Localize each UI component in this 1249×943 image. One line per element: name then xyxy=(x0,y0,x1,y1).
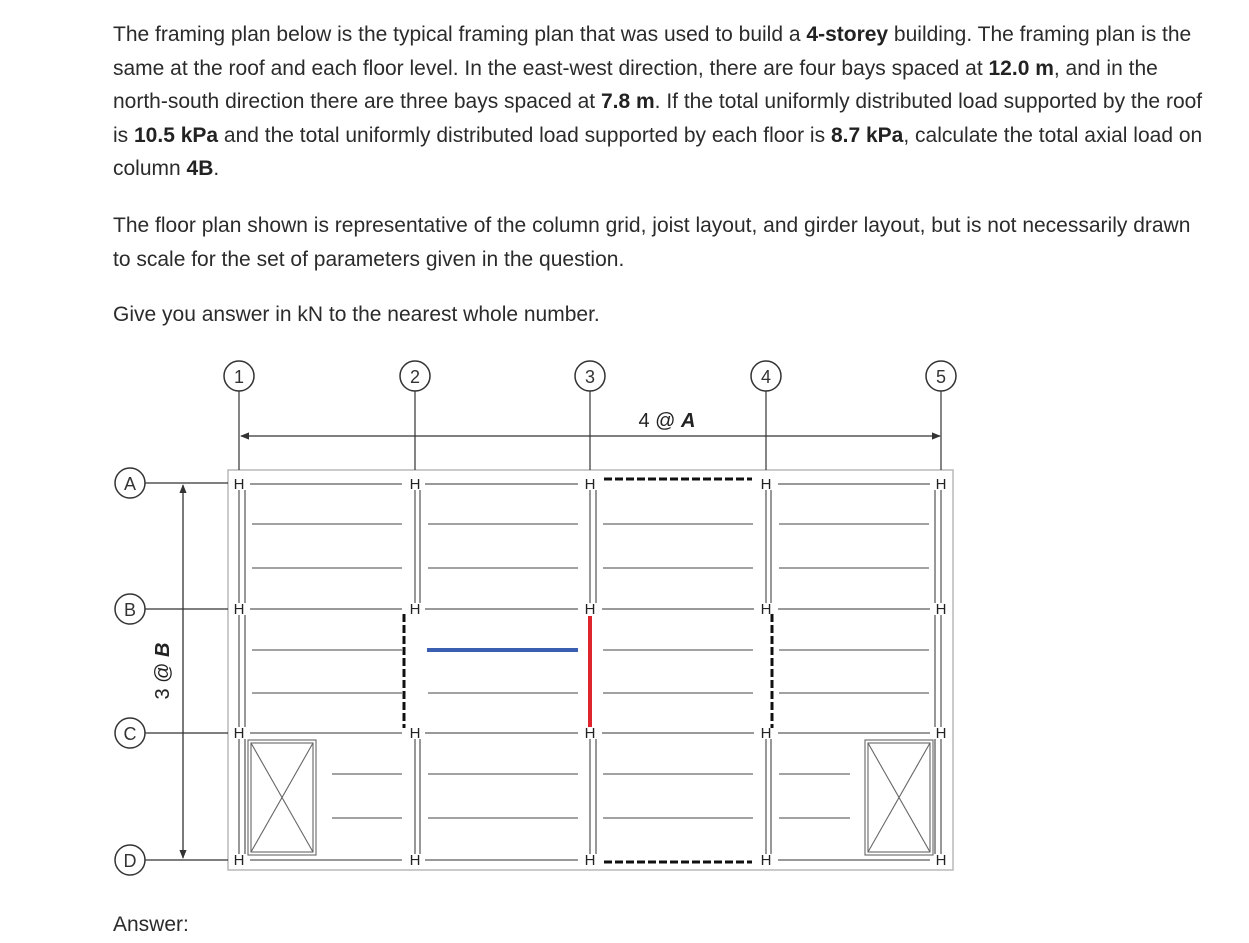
grid-label-4: 4 xyxy=(760,367,772,387)
grid-bubble-2 xyxy=(400,361,430,391)
grid-bubble-4 xyxy=(751,361,781,391)
column-3B: H xyxy=(584,601,596,618)
floor-load-value: 8.7 kPa xyxy=(830,123,904,147)
column-5C: H xyxy=(935,725,947,742)
column-id-value: 4B xyxy=(186,157,214,180)
column-1D: H xyxy=(233,852,245,869)
column-3A: H xyxy=(584,476,596,493)
problem-paragraph-2: The floor plan shown is representative of the column grid, joist layout, and girder layout, but is not necessarily drawn to scale for the set of parameters given in the question. xyxy=(113,214,1191,271)
grid-bubble-A xyxy=(115,468,145,498)
grid-bubble-5 xyxy=(926,361,956,391)
grid-bubble-B xyxy=(115,594,145,624)
column-4A: H xyxy=(760,476,772,493)
column-5D: H xyxy=(935,852,947,869)
column-4B: H xyxy=(760,601,772,618)
grid-label-5: 5 xyxy=(935,367,947,387)
ew-spacing-value: 12.0 m xyxy=(988,56,1054,80)
row-grid-bubbles xyxy=(115,468,145,875)
grid-label-2: 2 xyxy=(409,367,421,387)
column-2C: H xyxy=(409,725,421,742)
grid-label-B: B xyxy=(123,600,137,620)
column-4D: H xyxy=(760,852,772,869)
answer-label: Answer: xyxy=(113,913,189,936)
opening-left xyxy=(248,740,316,855)
storeys-value: 4-storey xyxy=(806,23,889,46)
problem-paragraph-3: Give you answer in kN to the nearest whole number. xyxy=(113,303,600,326)
grid-label-1: 1 xyxy=(233,367,245,387)
roof-load-value: 10.5 kPa xyxy=(134,123,219,147)
column-1A: H xyxy=(233,476,245,493)
column-5B: H xyxy=(935,601,947,618)
grid-bubble-1 xyxy=(224,361,254,391)
column-5A: H xyxy=(935,476,947,493)
grid-bubble-3 xyxy=(575,361,605,391)
grid-label-A: A xyxy=(123,474,137,494)
column-3C: H xyxy=(584,725,596,742)
column-2A: H xyxy=(409,476,421,493)
grid-bubble-C xyxy=(115,718,145,748)
column-4C: H xyxy=(760,725,772,742)
ew-dimension-label: 4 @ A xyxy=(638,410,696,432)
framing-plan xyxy=(0,350,1249,910)
column-3D: H xyxy=(584,852,596,869)
column-2D: H xyxy=(409,852,421,869)
problem-paragraph-1: The framing plan below is the typical framing plan that was used to build a 4-storey building. The framing plan is the same at the roof and each floor level. In the east-west direction, there are four bays spaced at 12.0 m, and in the north-south direction there are three bays spaced at 7.8 m. If the total uniformly distributed load supported by the roof is 10.5 kPa and the total uniformly distributed load supported by each floor is 8.7 kPa, calculate the total axial load on column 4B. xyxy=(113,23,1203,180)
column-1B: H xyxy=(233,601,245,618)
column-1C: H xyxy=(233,725,245,742)
grid-label-D: D xyxy=(123,851,137,871)
column-grid-bubbles xyxy=(224,361,956,391)
column-2B: H xyxy=(409,601,421,618)
ns-spacing-value: 7.8 m xyxy=(600,90,655,113)
grid-label-C: C xyxy=(123,724,137,744)
column-gridlines xyxy=(239,391,941,470)
opening-right xyxy=(865,740,933,855)
ns-dimension-label: 3 @ B xyxy=(152,642,174,700)
grid-label-3: 3 xyxy=(584,367,596,387)
tributary-girders-dashed xyxy=(604,479,752,862)
grid-bubble-D xyxy=(115,845,145,875)
